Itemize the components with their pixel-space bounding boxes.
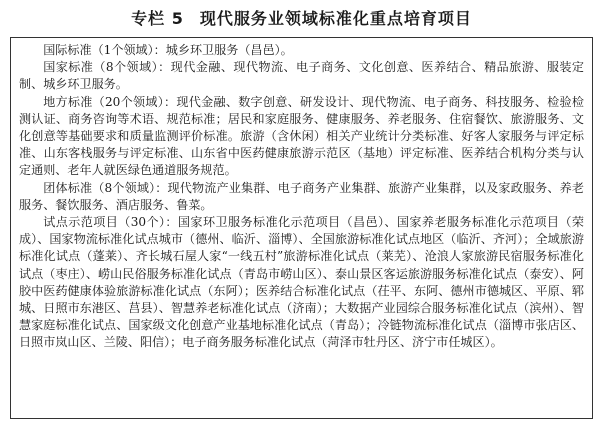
page-title: [0, 6, 603, 29]
column-label: 专栏 5: [131, 9, 184, 28]
column-box: [10, 37, 593, 419]
paragraph-local-standards: 地方标准（20个领域）：现代金融、数字创意、研发设计、现代物流、电子商务、科技服务、检验检测认证、商务咨询等术语、规范标准；居民和家庭服务、健康服务、养老服务、住宿餐饮、旅游服务、文化创意等基础要求和质量监测评价标准。旅游（含休闲）相关产业统计分类标准、好客人家服务与评定标准、山东客栈服务与评定标准、山东省中医药健康旅游示范区（基地）评定标准、医养结合机构分类与认定通则、老年人就医绿色通道服务规范。: [19, 94, 584, 178]
paragraph-group-standards: 团体标准（8个领域）：现代物流产业集群、电子商务产业集群、旅游产业集群，以及家政服务、养老服务、餐饮服务、酒店服务、鲁菜。: [19, 180, 584, 212]
paragraph-international-standards: 国际标准（1个领域）：城乡环卫服务（昌邑）。: [43, 43, 293, 57]
paragraph-pilot-projects: 试点示范项目（30个）：国家环卫服务标准化示范项目（昌邑）、国家养老服务标准化示范项目（荣成）、国家物流标准化试点城市（德州、临沂、淄博）、全国旅游标准化试点地区（临沂、齐河）；全域旅游标准化试点（蓬莱）、齐长城石屋人家“一线五村”旅游标准化试点（莱芜）、沧浪人家旅游民宿服务标准化试点（枣庄）、崂山民俗服务标准化试点（青岛市崂山区）、泰山景区客运旅游服务标准化试点（泰安）、阿胶中医药健康体验旅游标准化试点（东阿）；医养结合标准化试点（茌平、东阿、德州市德城区、平原、郓城、日照市东港区、莒县）、智慧养老标准化试点（济南）；大数据产业园综合服务标准化试点（滨州）、智慧家庭标准化试点、国家级文化创意产业基地标准化试点（青岛）；冷链物流标准化试点（淄博市张店区、日照市岚山区、兰陵、阳信）；电子商务服务标准化试点（菏泽市牡丹区、济宁市任城区）。: [19, 215, 584, 350]
paragraph-national-standards: 国家标准（8个领域）：现代金融、现代物流、电子商务、文化创意、医养结合、精品旅游、服装定制、城乡环卫服务。: [19, 60, 584, 92]
column-title: 现代服务业领域标准化重点培育项目: [199, 9, 472, 28]
